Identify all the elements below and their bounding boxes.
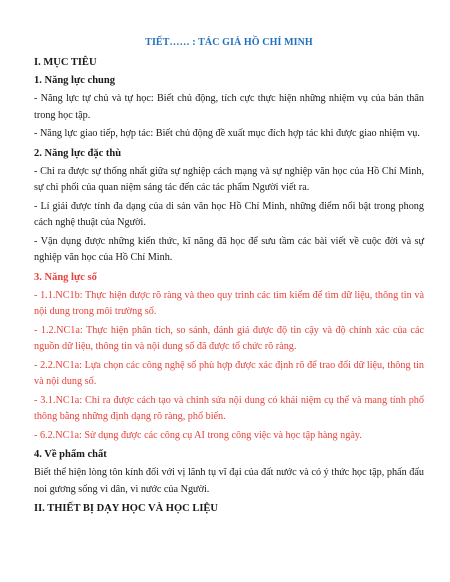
digital-competence-item: - 1.1.NC1b: Thực hiện được rõ ràng và theo quy trình các tìm kiếm để tìm dữ liệu, thông tin và nội dung trong môi trường số. [34, 289, 424, 317]
lesson-title: TIẾT…… : TÁC GIẢ HỒ CHÍ MINH [145, 37, 313, 48]
specific-competence-item: - Chỉ ra được sự thống nhất giữa sự nghiệp cách mạng và sự nghiệp văn học của Hồ Chí Minh, sự chi phối của quan niệm sáng tác đến các tác phẩm Người viết ra. [34, 165, 424, 193]
general-competence-item: - Năng lực tự chủ và tự học: Biết chủ động, tích cực thực hiện những nhiệm vụ của bản thân trong học tập. [34, 93, 424, 121]
subheading-general-competence: 1. Năng lực chung [34, 75, 115, 86]
subheading-digital-competence: 3. Năng lực số [34, 271, 97, 283]
digital-competence-item: - 6.2.NC1a: Sử dụng được các công cụ AI trong công việc và học tập hàng ngày. [34, 429, 362, 441]
qualities-item: Biết thể hiện lòng tôn kính đối với vị lãnh tụ vĩ đại của đất nước và có ý thức học tập, phấn đấu noi gương sống vì dân, vì nước của Người. [34, 467, 424, 495]
digital-competence-item: - 3.1.NC1a: Chỉ ra được cách tạo và chỉnh sửa nội dung có khái niệm cụ thể và mang tính phổ thông bằng những định dạng rõ ràng, phổ biến. [34, 394, 424, 422]
specific-competence-item: - Lí giải được tính đa dạng của di sản văn học Hồ Chí Minh, những điểm nổi bật trong phong cách nghệ thuật của Người. [34, 200, 424, 228]
subheading-specific-competence: 2. Năng lực đặc thù [34, 147, 122, 159]
specific-competence-item: - Vận dụng được những kiến thức, kĩ năng đã học để sưu tầm các bài viết về cuộc đời và sự nghiệp văn học của Hồ Chí Minh. [34, 235, 424, 263]
subheading-qualities: 4. Về phẩm chất [34, 449, 107, 460]
section-heading-objectives: I. MỤC TIÊU [34, 57, 97, 68]
general-competence-item: - Năng lực giao tiếp, hợp tác: Biết chủ động đề xuất mục đích hợp tác khi được giao nhiệm vụ. [34, 128, 420, 139]
document-page [34, 36, 424, 519]
digital-competence-item: - 2.2.NC1a: Lựa chọn các công nghệ số phù hợp được xác định rõ để trao đổi dữ liệu, thông tin và nội dung số. [34, 359, 424, 387]
section-heading-equipment: II. THIẾT BỊ DẠY HỌC VÀ HỌC LIỆU [34, 503, 218, 514]
digital-competence-item: - 1.2.NC1a: Thực hiện phân tích, so sánh, đánh giá được độ tin cậy và độ chính xác của các nguồn dữ liệu, thông tin và nội dung số đã được tổ chức rõ ràng. [34, 324, 424, 352]
